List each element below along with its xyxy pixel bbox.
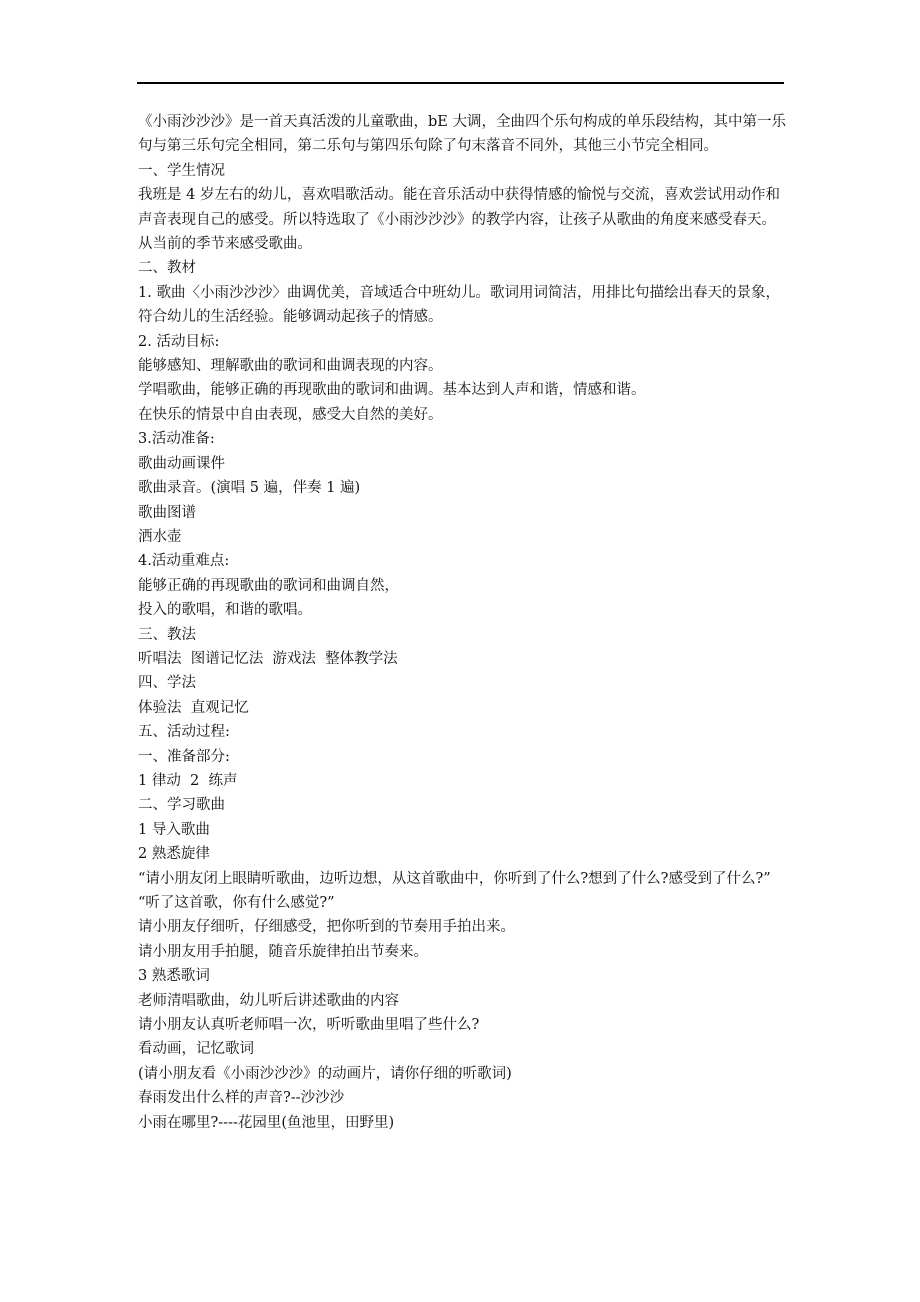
paragraph: 洒水壶: [138, 528, 182, 545]
paragraph: 2 熟悉旋律: [138, 846, 210, 863]
paragraph: 1 律动 2 练声: [138, 772, 238, 789]
paragraph: 能够正确的再现歌曲的歌词和曲调自然，: [138, 577, 399, 594]
paragraph: 3.活动准备:: [138, 431, 215, 448]
paragraph: 老师清唱歌曲，幼儿听后讲述歌曲的内容: [138, 992, 399, 1009]
paragraph: 《小雨沙沙沙》是一首天真活泼的儿童歌曲，bE 大调，全曲四个乐句构成的单乐段结构，其中第一乐句与第三乐句完全相同，第二乐句与第四乐句除了句末落音不同外，其他三小节完全相同。: [138, 114, 786, 155]
paragraph: 请小朋友用手拍腿，随音乐旋律拍出节奏来。: [138, 943, 428, 960]
paragraph: 2. 活动目标:: [138, 333, 220, 350]
paragraph: 春雨发出什么样的声音?--沙沙沙: [138, 1090, 345, 1107]
paragraph: 听唱法 图谱记忆法 游戏法 整体教学法: [138, 650, 398, 667]
paragraph: 歌曲图谱: [138, 504, 196, 521]
paragraph: 在快乐的情景中自由表现，感受大自然的美好。: [138, 406, 443, 423]
paragraph: 歌曲动画课件: [138, 455, 225, 472]
header-rule: [137, 82, 784, 84]
paragraph: 四、学法: [138, 675, 196, 692]
paragraph: 我班是 4 岁左右的幼儿，喜欢唱歌活动。能在音乐活动中获得情感的愉悦与交流，喜欢尝试用动作和声音表现自己的感受。所以特选取了《小雨沙沙沙》的教学内容，让孩子从歌曲的角度来感受春天。从当前的季节来感受歌曲。: [138, 187, 780, 253]
paragraph: 三、教法: [138, 626, 196, 643]
paragraph: 小雨在哪里?----花园里(鱼池里，田野里): [138, 1114, 395, 1131]
paragraph: 体验法 直观记忆: [138, 699, 249, 716]
paragraph: 3 熟悉歌词: [138, 968, 210, 985]
paragraph: 一、准备部分:: [138, 748, 230, 765]
paragraph: 歌曲录音。(演唱 5 遍，伴奏 1 遍): [138, 480, 361, 497]
paragraph: 请小朋友仔细听，仔细感受，把你听到的节奏用手拍出来。: [138, 919, 515, 936]
paragraph: 1 导入歌曲: [138, 821, 210, 838]
document-body: [138, 110, 788, 1135]
paragraph: 二、教材: [138, 260, 196, 277]
paragraph: 4.活动重难点:: [138, 553, 230, 570]
paragraph: “听了这首歌，你有什么感觉?”: [138, 895, 335, 911]
paragraph: “请小朋友闭上眼睛听歌曲，边听边想，从这首歌曲中，你听到了什么?想到了什么?感受到了什么?”: [138, 870, 771, 887]
paragraph: 投入的歌唱，和谐的歌唱。: [138, 602, 312, 619]
paragraph: (请小朋友看《小雨沙沙沙》的动画片，请你仔细的听歌词): [138, 1065, 512, 1082]
paragraph: 学唱歌曲，能够正确的再现歌曲的歌词和曲调。基本达到人声和谐，情感和谐。: [138, 382, 646, 399]
paragraph: 一、学生情况: [138, 162, 225, 179]
paragraph: 二、学习歌曲: [138, 797, 225, 814]
paragraph: 1. 歌曲〈小雨沙沙沙〉曲调优美，音域适合中班幼儿。歌词用词简洁，用排比句描绘出春天的景象，符合幼儿的生活经验。能够调动起孩子的情感。: [138, 284, 780, 326]
paragraph: 五、活动过程:: [138, 724, 230, 741]
paragraph: 看动画，记忆歌词: [138, 1041, 254, 1058]
paragraph: 请小朋友认真听老师唱一次，听听歌曲里唱了些什么?: [138, 1017, 480, 1034]
paragraph: 能够感知、理解歌曲的歌词和曲调表现的内容。: [138, 358, 443, 375]
